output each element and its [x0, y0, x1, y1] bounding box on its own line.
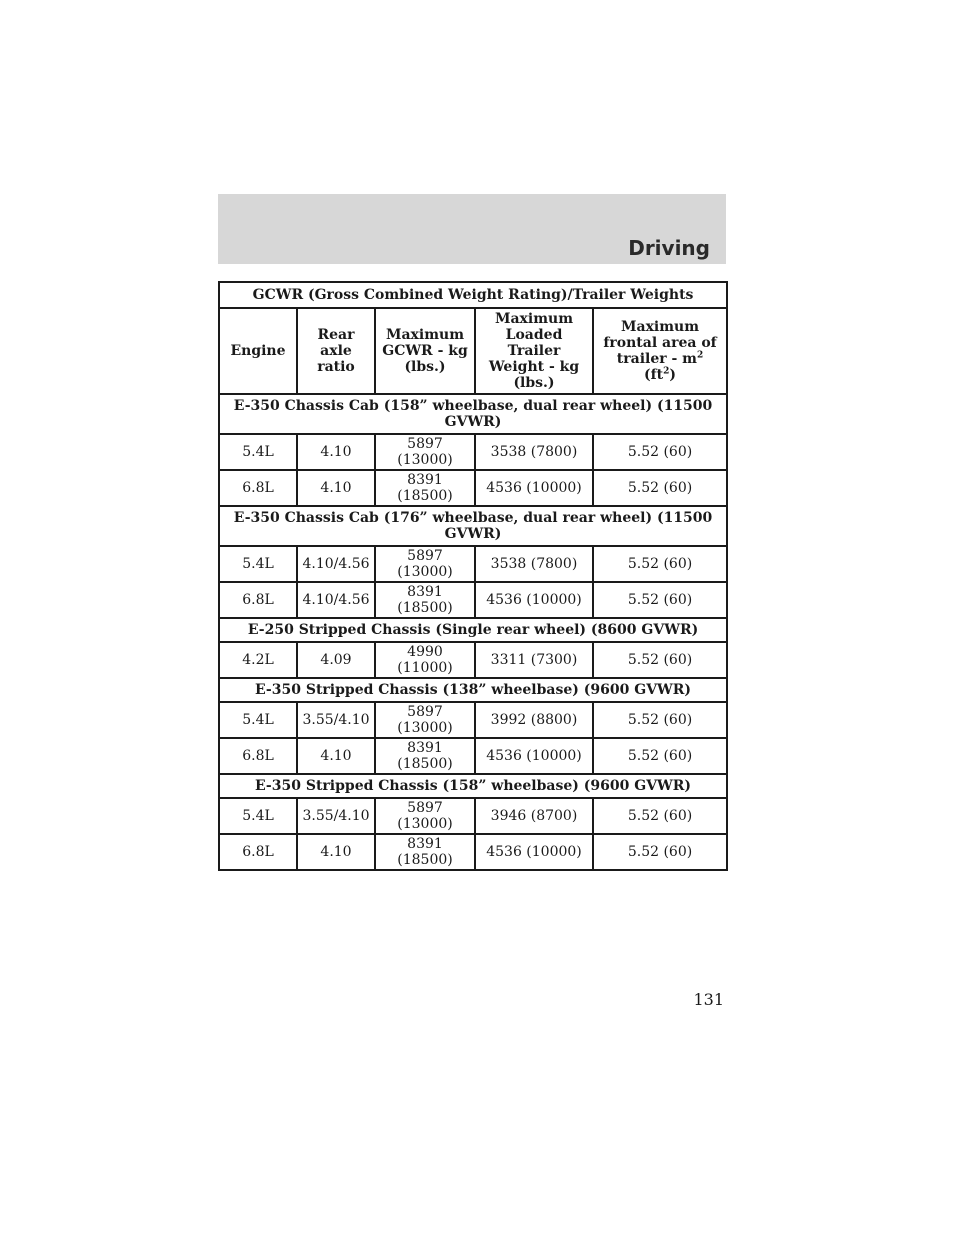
frontal-area-cell: 5.52 (60)	[593, 546, 727, 582]
engine-cell: 5.4L	[219, 434, 297, 470]
gcwr-cell	[375, 470, 475, 506]
engine-cell: 6.8L	[219, 470, 297, 506]
group-row	[219, 618, 727, 642]
table-row	[219, 546, 727, 582]
gcwr-cell	[375, 738, 475, 774]
col-rear-axle-header: Rear axle ratio	[297, 308, 375, 394]
frontal-unit-close: )	[669, 367, 677, 383]
axle-cell: 4.10	[297, 470, 375, 506]
gcwr-cell	[375, 834, 475, 870]
engine-cell: 5.4L	[219, 798, 297, 834]
frontal-unit-superscript: 2	[663, 366, 670, 377]
gcwr-lbs: (18500)	[397, 756, 453, 772]
axle-cell: 4.10	[297, 834, 375, 870]
axle-cell: 4.10/4.56	[297, 546, 375, 582]
group-row	[219, 506, 727, 546]
section-title: Driving	[628, 236, 710, 260]
trailer-weight-cell: 4536 (10000)	[475, 582, 593, 618]
col-trailer-weight-header: Maximum Loaded Trailer Weight - kg (lbs.)	[475, 308, 593, 394]
trailer-weight-cell: 3946 (8700)	[475, 798, 593, 834]
frontal-area-label: Maximum frontal area of trailer - m	[603, 319, 717, 367]
gcwr-lbs: (13000)	[397, 816, 453, 832]
gcwr-kg: 5897	[407, 436, 443, 452]
gcwr-lbs: (13000)	[397, 720, 453, 736]
gcwr-cell	[375, 702, 475, 738]
engine-cell: 6.8L	[219, 834, 297, 870]
gcwr-cell	[375, 434, 475, 470]
gcwr-lbs: (18500)	[397, 600, 453, 616]
group-title: E-350 Chassis Cab (158” wheelbase, dual rear wheel) (11500 GVWR)	[219, 394, 727, 434]
group-row	[219, 678, 727, 702]
gcwr-kg: 8391	[407, 472, 443, 488]
group-title: E-350 Chassis Cab (176” wheelbase, dual rear wheel) (11500 GVWR)	[219, 506, 727, 546]
section-header	[218, 194, 726, 264]
trailer-weight-cell: 4536 (10000)	[475, 834, 593, 870]
engine-cell: 4.2L	[219, 642, 297, 678]
table-title-row	[219, 282, 727, 308]
frontal-area-cell: 5.52 (60)	[593, 582, 727, 618]
table-row	[219, 798, 727, 834]
trailer-weight-cell: 3311 (7300)	[475, 642, 593, 678]
axle-cell: 4.10/4.56	[297, 582, 375, 618]
frontal-area-cell: 5.52 (60)	[593, 798, 727, 834]
table-row	[219, 642, 727, 678]
gcwr-kg: 8391	[407, 740, 443, 756]
table-row	[219, 702, 727, 738]
col-engine-header: Engine	[219, 308, 297, 394]
engine-cell: 6.8L	[219, 738, 297, 774]
gcwr-table	[218, 281, 728, 871]
frontal-area-cell: 5.52 (60)	[593, 470, 727, 506]
group-row	[219, 774, 727, 798]
table-row	[219, 738, 727, 774]
gcwr-kg: 8391	[407, 584, 443, 600]
axle-cell: 3.55/4.10	[297, 702, 375, 738]
frontal-area-superscript: 2	[697, 350, 704, 361]
gcwr-lbs: (11000)	[397, 660, 453, 676]
gcwr-cell	[375, 798, 475, 834]
frontal-area-cell: 5.52 (60)	[593, 434, 727, 470]
column-header-row	[219, 308, 727, 394]
table-row	[219, 834, 727, 870]
axle-cell: 4.10	[297, 434, 375, 470]
frontal-area-cell: 5.52 (60)	[593, 738, 727, 774]
axle-cell: 4.09	[297, 642, 375, 678]
engine-cell: 5.4L	[219, 546, 297, 582]
trailer-weight-cell: 3538 (7800)	[475, 546, 593, 582]
table-row	[219, 582, 727, 618]
engine-cell: 6.8L	[219, 582, 297, 618]
group-title: E-350 Stripped Chassis (138” wheelbase) (9600 GVWR)	[219, 678, 727, 702]
gcwr-kg: 5897	[407, 800, 443, 816]
gcwr-kg: 4990	[407, 644, 443, 660]
table-row	[219, 434, 727, 470]
axle-cell: 3.55/4.10	[297, 798, 375, 834]
trailer-weight-cell: 4536 (10000)	[475, 738, 593, 774]
group-row	[219, 394, 727, 434]
frontal-area-cell: 5.52 (60)	[593, 642, 727, 678]
gcwr-cell	[375, 546, 475, 582]
frontal-area-cell: 5.52 (60)	[593, 834, 727, 870]
col-gcwr-header: Maximum GCWR - kg (lbs.)	[375, 308, 475, 394]
group-title: E-250 Stripped Chassis (Single rear wheel) (8600 GVWR)	[219, 618, 727, 642]
col-frontal-area-header	[593, 308, 727, 394]
frontal-area-cell: 5.52 (60)	[593, 702, 727, 738]
trailer-weight-cell: 3992 (8800)	[475, 702, 593, 738]
gcwr-lbs: (18500)	[397, 852, 453, 868]
gcwr-kg: 5897	[407, 704, 443, 720]
gcwr-cell	[375, 582, 475, 618]
trailer-weight-cell: 4536 (10000)	[475, 470, 593, 506]
trailer-weight-cell: 3538 (7800)	[475, 434, 593, 470]
engine-cell: 5.4L	[219, 702, 297, 738]
gcwr-lbs: (13000)	[397, 452, 453, 468]
gcwr-lbs: (13000)	[397, 564, 453, 580]
gcwr-cell	[375, 642, 475, 678]
gcwr-kg: 8391	[407, 836, 443, 852]
gcwr-lbs: (18500)	[397, 488, 453, 504]
page-number: 131	[693, 990, 724, 1009]
table-row	[219, 470, 727, 506]
frontal-unit-open: (ft	[644, 367, 664, 383]
group-title: E-350 Stripped Chassis (158” wheelbase) (9600 GVWR)	[219, 774, 727, 798]
table-title: GCWR (Gross Combined Weight Rating)/Trailer Weights	[219, 282, 727, 308]
axle-cell: 4.10	[297, 738, 375, 774]
gcwr-kg: 5897	[407, 548, 443, 564]
